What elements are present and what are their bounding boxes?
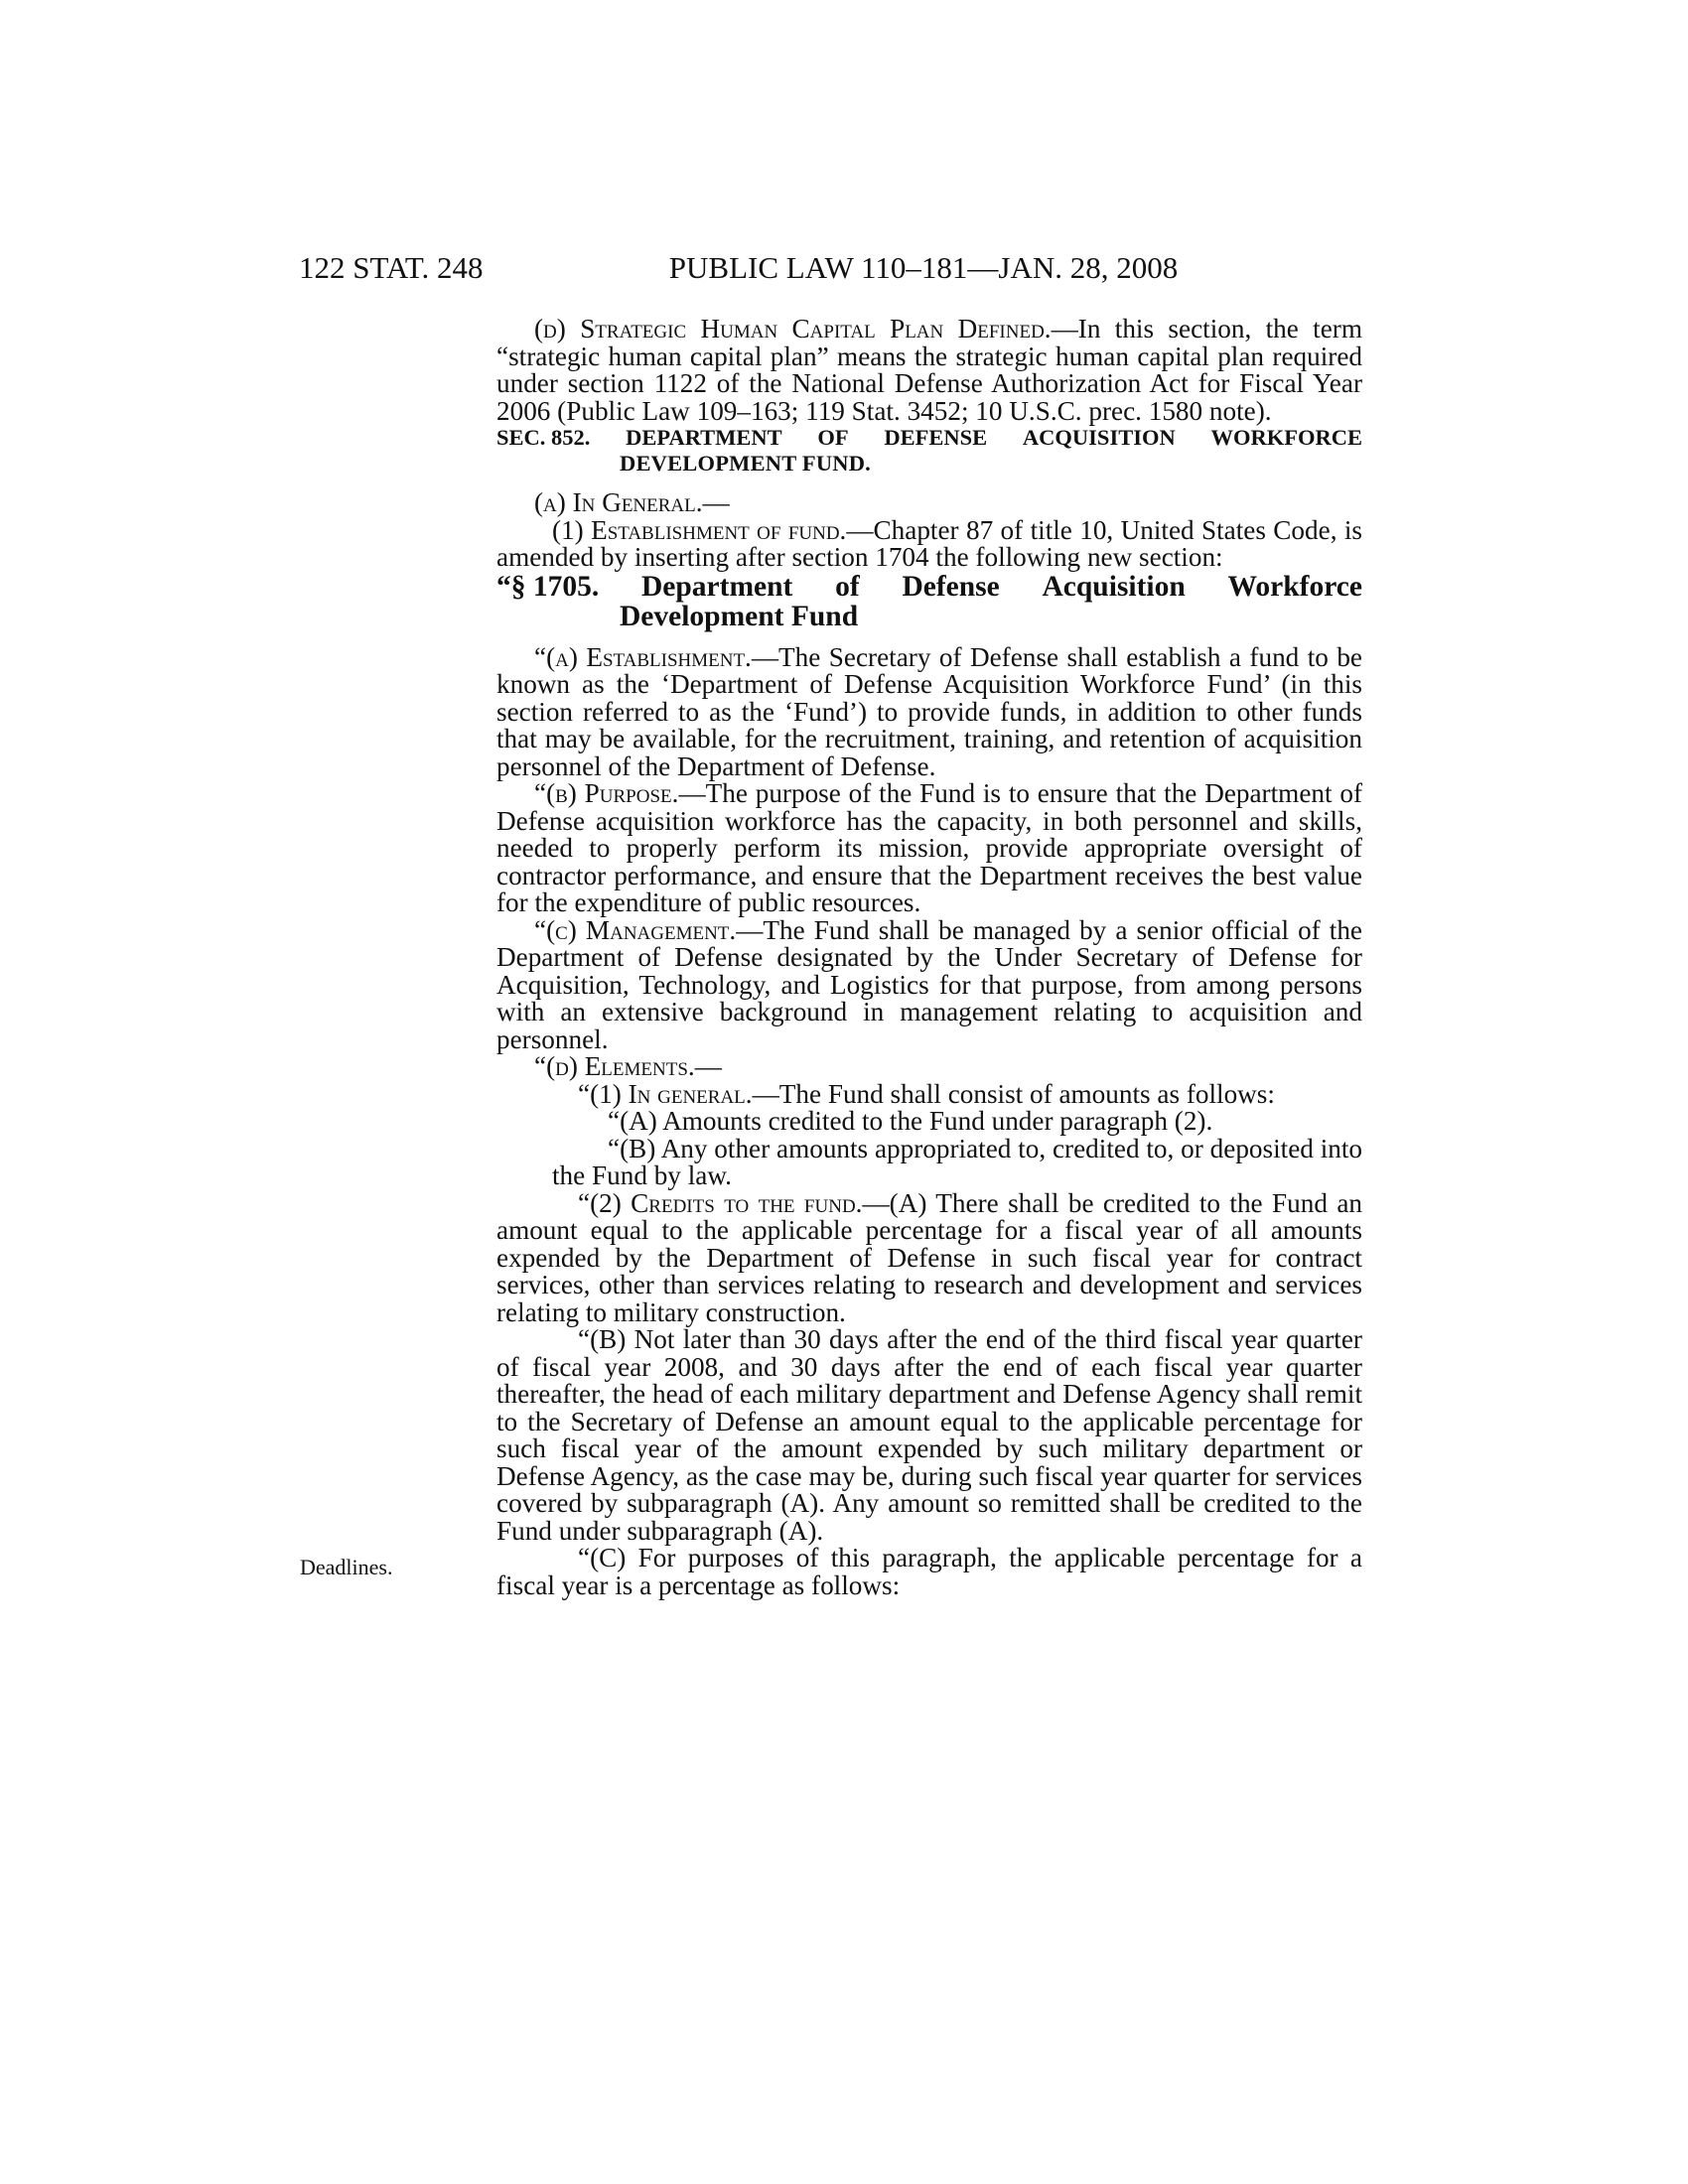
paragraph-a1-establishment: (1) Establishment of fund.—Chapter 87 of title 10, United States Code, is amended by inserting after section 1704 the following new section:	[496, 514, 1363, 572]
section-1705-heading	[496, 572, 1362, 631]
subparagraphs-d1	[496, 1108, 1362, 1190]
section-title-word: Workforce	[1227, 570, 1362, 603]
section-number: “§ 1705.	[496, 570, 600, 603]
paragraph-heading: (d) Strategic Human Capital Plan Defined.	[534, 314, 1052, 343]
stat-page-reference: 122 STAT. 248	[299, 250, 484, 285]
section-title-word: WORKFORCE	[1210, 425, 1362, 450]
section-852-heading	[496, 425, 1362, 477]
section-title-word: of	[835, 570, 860, 603]
margin-note-deadlines: Deadlines.	[300, 1555, 393, 1579]
section-title-word: OF	[817, 425, 849, 450]
section-heading-line-2: DEVELOPMENT FUND.	[620, 451, 871, 476]
section-title-word: DEFENSE	[884, 425, 988, 450]
section-number: SEC. 852.	[496, 425, 591, 450]
subparagraph-d1-a: “(A) Amounts credited to the Fund under paragraph (2).	[608, 1106, 1213, 1136]
page-body	[496, 316, 1362, 1599]
section-title-word: Department	[641, 570, 793, 603]
paragraph-d-strategic-plan	[496, 316, 1362, 425]
subsection-c-management: “(c) Management.—The Fund shall be managed by a senior official of the Department of Defense designated by the Under Secretary of Defense for Acquisition, Technology, and Logistics for that purpose, from among persons with an extensive background in management relating to acquisition and personnel.	[496, 914, 1363, 1054]
public-law-header: PUBLIC LAW 110–181—JAN. 28, 2008	[668, 250, 1179, 285]
section-1705-heading-line-2: Development Fund	[620, 600, 859, 632]
subsection-a-in-general: (a) In General.—	[534, 487, 730, 517]
subparagraph-d2-c: “(C) For purposes of this paragraph, the applicable percentage for a fiscal year is a percentage as follows:	[496, 1543, 1362, 1600]
subparagraph-d1-b: “(B) Any other amounts appropriated to, credited to, or deposited into the Fund by law.	[552, 1133, 1362, 1190]
subparagraph-d2-b: “(B) Not later than 30 days after the end of the third fiscal year quarter of fiscal year 2008, and 30 days after the end of each fiscal year quarter thereafter, the head of each military department and Defense Agency shall remit to the Secretary of Defense an amount equal to the applicable percentage for such fiscal year of the amount expended by such military department or Defense Agency, as the case may be, during such fiscal year quarter for services covered by subparagraph (A). Any amount so remitted shall be credited to the Fund under subparagraph (A).	[496, 1324, 1362, 1546]
subsection-a-establishment: “(a) Establishment.—The Secretary of Defense shall establish a fund to be known as the ‘Department of Defense Acquisition Workforce Fund’ (in this section referred to as the ‘Fund’) to provide funds, in addition to other funds that may be available, for the recruitment, training, and retention of acquisition personnel of the Department of Defense.	[496, 641, 1362, 781]
section-1705-heading-line-1	[496, 572, 1362, 602]
subsection-d-elements: “(d) Elements.—	[534, 1051, 722, 1081]
section-title-word: Acquisition	[1042, 570, 1186, 603]
paragraph-d2-credits: “(2) Credits to the fund.—(A) There shall be credited to the Fund an amount equal to the applicable percentage for a fiscal year of all amounts expended by the Department of Defense in such fiscal year for contract services, other than services relating to research and development and services relating to military construction.	[496, 1187, 1362, 1327]
paragraph-d1-in-general: “(1) In general.—The Fund shall consist of amounts as follows:	[578, 1078, 1275, 1109]
section-heading-line-1	[496, 425, 1362, 451]
section-title-word: ACQUISITION	[1022, 425, 1176, 450]
section-title-word: DEPARTMENT	[626, 425, 782, 450]
paragraph-text: —In this section, the term “strategic human capital plan” means the strategic human capital plan required under section 1122 of the National Defense Authorization Act for Fiscal Year 2006 (Public Law 109–163; 119 Stat. 3452; 10 U.S.C. prec. 1580 note).	[496, 314, 1362, 426]
subsection-b-purpose: “(b) Purpose.—The purpose of the Fund is to ensure that the Department of Defense acquisition workforce has the capacity, in both personnel and skills, needed to properly perform its mission, provide appropriate oversight of contractor performance, and ensure that the Department receives the best value for the expenditure of public resources.	[496, 778, 1362, 917]
section-title-word: Defense	[902, 570, 1000, 603]
